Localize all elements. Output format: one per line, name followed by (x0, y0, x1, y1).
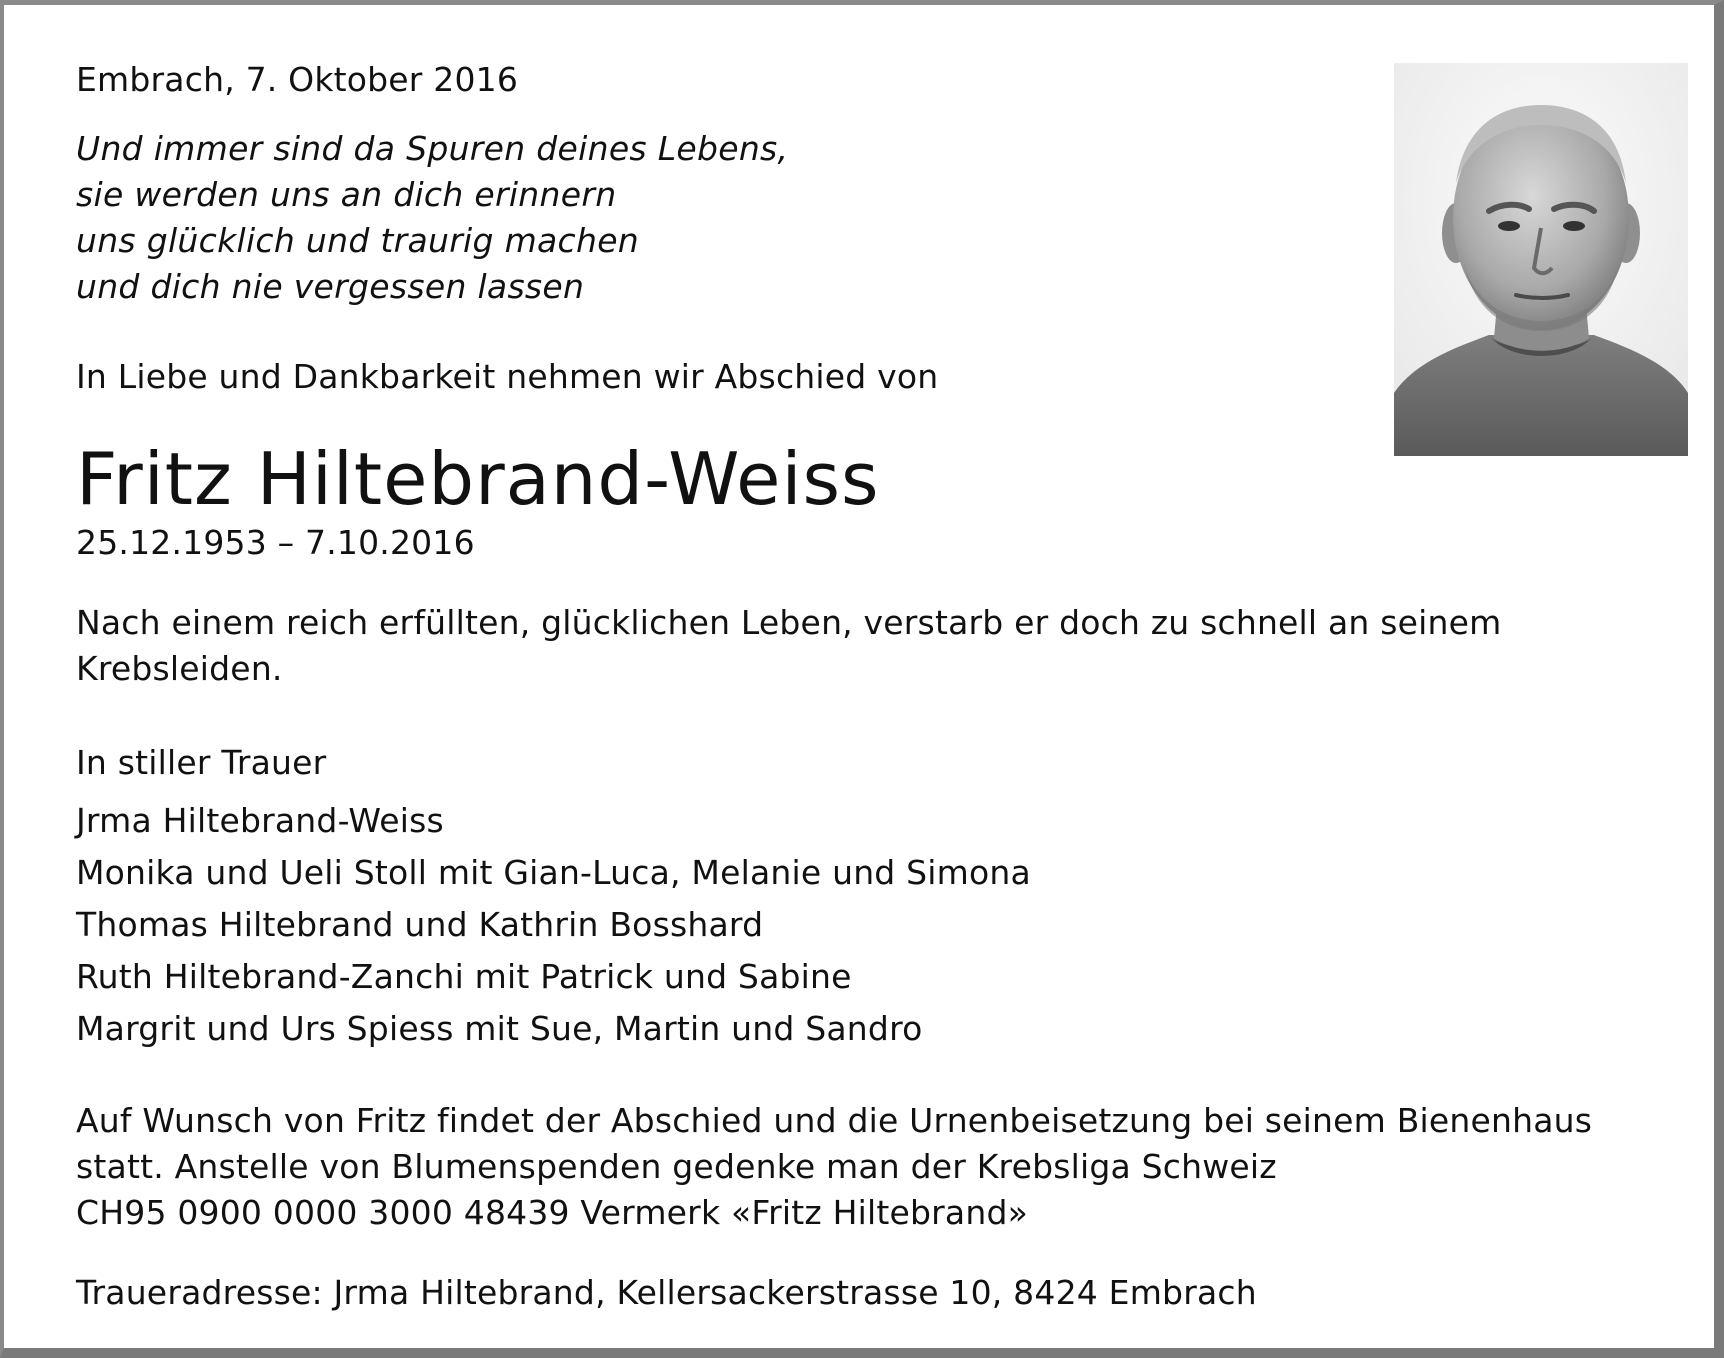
life-dates: 25.12.1953 – 7.10.2016 (76, 523, 475, 562)
place-date: Embrach, 7. Oktober 2016 (76, 60, 519, 99)
mourner-1: Jrma Hiltebrand-Weiss (76, 801, 444, 840)
message-line-1: Nach einem reich erfüllten, glücklichen Leben, verstarb er doch zu schnell an seinem (76, 603, 1502, 642)
portrait-photo (1394, 63, 1688, 456)
verse-line-3: uns glücklich und traurig machen (76, 221, 640, 260)
verse-line-1: Und immer sind da Spuren deines Lebens, (76, 129, 789, 168)
mourner-5: Margrit und Urs Spiess mit Sue, Martin und Sandro (76, 1009, 923, 1048)
intro-text: In Liebe und Dankbarkeit nehmen wir Abschied von (76, 357, 939, 396)
notice-line-2: statt. Anstelle von Blumenspenden gedenke man der Krebsliga Schweiz (76, 1147, 1277, 1186)
mourner-3: Thomas Hiltebrand und Kathrin Bosshard (76, 905, 764, 944)
notice-line-3: CH95 0900 0000 3000 48439 Vermerk «Fritz Hiltebrand» (76, 1193, 1028, 1232)
verse-line-4: und dich nie vergessen lassen (76, 267, 585, 306)
mourning-address: Traueradresse: Jrma Hiltebrand, Kellersackerstrasse 10, 8424 Embrach (76, 1273, 1257, 1312)
verse-line-2: sie werden uns an dich erinnern (76, 175, 617, 214)
portrait-photo-icon (1394, 63, 1688, 456)
mourner-4: Ruth Hiltebrand-Zanchi mit Patrick und Sabine (76, 957, 852, 996)
message-line-2: Krebsleiden. (76, 649, 283, 688)
notice-line-1: Auf Wunsch von Fritz findet der Abschied und die Urnenbeisetzung bei seinem Bienenhaus (76, 1101, 1593, 1140)
mourner-2: Monika und Ueli Stoll mit Gian-Luca, Melanie und Simona (76, 853, 1031, 892)
deceased-name: Fritz Hiltebrand-Weiss (76, 437, 880, 521)
mourners-heading: In stiller Trauer (76, 743, 327, 782)
